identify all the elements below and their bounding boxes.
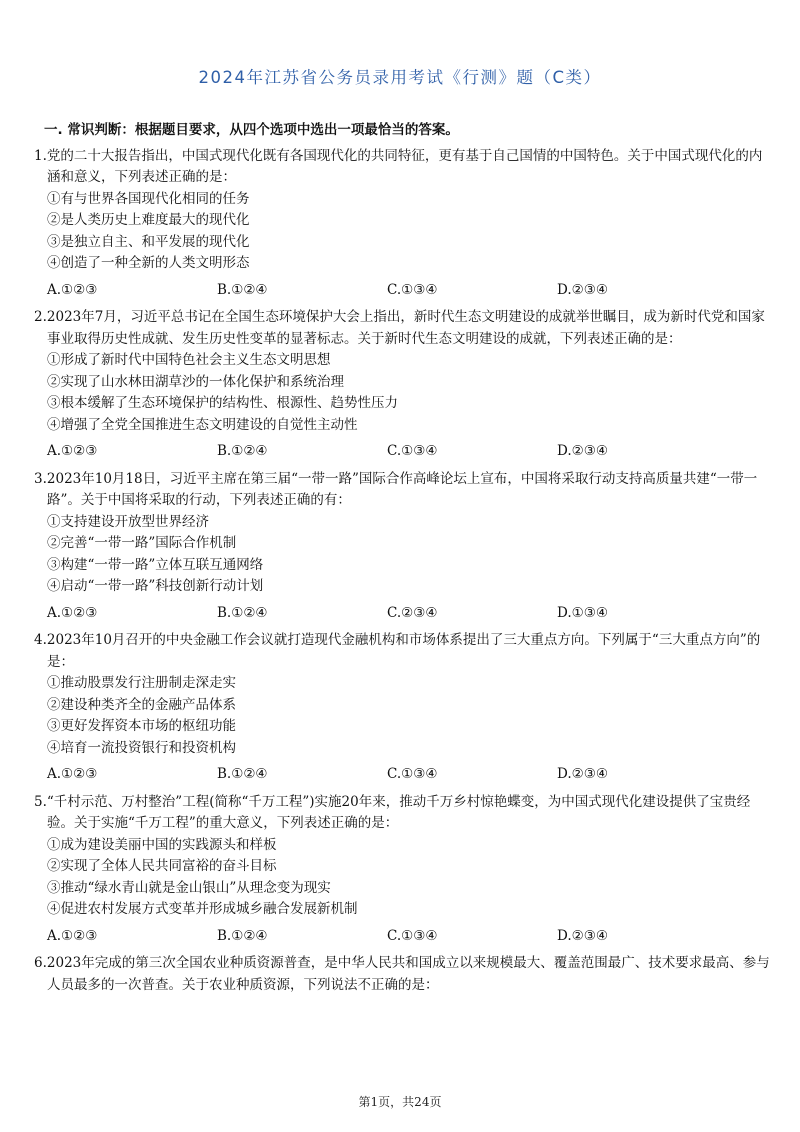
statement-item: ①推动股票发行注册制走深走实 — [47, 675, 236, 691]
statement-item: ②是人类历史上难度最大的现代化 — [47, 212, 250, 228]
answer-option-c[interactable]: C.①③④ — [387, 927, 438, 944]
question-text: 党的二十大报告指出，中国式现代化既有各国现代化的共同特征，更有基于自己国情的中国特色。关于中国式现代化的内涵和意义，下列表述正确的是： — [46, 147, 763, 185]
answer-option-a[interactable]: A.①②③ — [47, 443, 98, 459]
question-stem — [34, 307, 774, 350]
answer-option-c[interactable]: C.①③④ — [387, 281, 438, 298]
statement-item: ④创造了一种全新的人类文明形态 — [47, 255, 250, 271]
answer-option-d[interactable]: D.②③④ — [557, 766, 608, 782]
answer-option-c[interactable]: C.②③④ — [387, 604, 438, 621]
question-6 — [34, 953, 774, 996]
statement-item: ①有与世界各国现代化相同的任务 — [47, 190, 250, 207]
question-stem — [34, 146, 774, 189]
answer-option-a[interactable]: A.①②③ — [47, 766, 98, 782]
question-number: 4. — [34, 632, 47, 648]
question-number: 1. — [34, 147, 47, 164]
answer-option-a[interactable]: A.①②③ — [47, 281, 98, 298]
statement-item: ③推动“绿水青山就是金山银山”从理念变为现实 — [47, 879, 331, 896]
question-stem — [34, 953, 774, 996]
answer-option-b[interactable]: B.①②④ — [217, 927, 268, 944]
answer-option-c[interactable]: C.①③④ — [387, 766, 438, 782]
answer-options — [34, 280, 774, 302]
question-text: “千村示范、万村整治”工程(简称“千万工程”)实施20年来，推动千万乡村惊艳蝶变，为中国式现代化建设提供了宝贵经验。关于实施“千万工程”的重大意义，下列表述正确的是： — [46, 793, 751, 831]
answer-option-d[interactable]: D.②③④ — [557, 281, 608, 298]
page-title: 2024年江苏省公务员录用考试《行测》题（C类） — [198, 68, 602, 87]
answer-option-a[interactable]: A.①②③ — [47, 604, 98, 621]
answer-option-b[interactable]: B.①②④ — [217, 281, 268, 298]
question-1 — [34, 146, 774, 302]
question-number: 2. — [34, 309, 47, 325]
statement-item: ③构建“一带一路”立体互联互通网络 — [47, 556, 264, 573]
question-2 — [34, 307, 774, 463]
question-number: 5. — [34, 793, 47, 810]
question-stem — [34, 630, 774, 673]
question-4 — [34, 630, 774, 786]
statement-item: ②实现了山水林田湖草沙的一体化保护和系统治理 — [47, 373, 344, 390]
statement-item: ②完善“一带一路”国际合作机制 — [47, 535, 237, 551]
question-3 — [34, 469, 774, 625]
question-text: 2023年10月18日，习近平主席在第三届“一带一路”国际合作高峰论坛上宣布，中国将采取行动支持高质量共建“一带一路”。关于中国将采取的行动，下列表述正确的有： — [46, 470, 758, 508]
statement-item: ②实现了全体人民共同富裕的奋斗目标 — [47, 858, 277, 874]
question-number: 3. — [34, 470, 47, 487]
answer-option-c[interactable]: C.①③④ — [387, 443, 438, 459]
answer-options — [34, 603, 774, 625]
answer-options — [34, 441, 774, 463]
answer-option-d[interactable]: D.①③④ — [557, 604, 608, 621]
question-stem — [34, 792, 774, 835]
statement-item: ②建设种类齐全的金融产品体系 — [47, 696, 236, 713]
statement-item: ③更好发挥资本市场的枢纽功能 — [47, 718, 236, 734]
question-stem — [34, 469, 774, 512]
answer-option-b[interactable]: B.①②④ — [217, 766, 268, 782]
exam-content — [34, 120, 774, 996]
statement-item: ①形成了新时代中国特色社会主义生态文明思想 — [47, 352, 331, 368]
answer-option-a[interactable]: A.①②③ — [47, 927, 98, 944]
question-text: 2023年完成的第三次全国农业种质资源普查，是中华人民共和国成立以来规模最大、覆盖范围最广、技术要求最高、参与人员最多的一次普查。关于农业种质资源，下列说法不正确的是： — [46, 955, 770, 993]
question-list — [34, 146, 774, 997]
statement-item: ④启动“一带一路”科技创新行动计划 — [47, 578, 264, 594]
answer-option-d[interactable]: D.②③④ — [557, 443, 608, 459]
statement-item: ④促进农村发展方式变革并形成城乡融合发展新机制 — [47, 901, 358, 917]
question-text: 2023年10月召开的中央金融工作会议就打造现代金融机构和市场体系提出了三大重点方向。下列属于“三大重点方向”的是： — [46, 632, 761, 670]
statement-item: ①支持建设开放型世界经济 — [47, 513, 209, 530]
statement-item: ④增强了全党全国推进生态文明建设的自觉性主动性 — [47, 416, 358, 433]
statement-item: ④培育一流投资银行和投资机构 — [47, 739, 236, 756]
answer-options — [34, 764, 774, 786]
question-number: 6. — [34, 955, 47, 971]
answer-option-b[interactable]: B.①②④ — [217, 604, 268, 621]
statement-item: ③是独立自主、和平发展的现代化 — [47, 233, 250, 250]
question-text: 2023年7月，习近平总书记在全国生态环境保护大会上指出，新时代生态文明建设的成就举世瞩目，成为新时代党和国家事业取得历史性成就、发生历史性变革的显著标志。关于新时代生态文明建设的成就，下列表述正确的是： — [46, 309, 765, 347]
statement-item: ①成为建设美丽中国的实践源头和样板 — [47, 836, 277, 853]
section-heading: 一. 常识判断：根据题目要求，从四个选项中选出一项最恰当的答案。 — [44, 122, 459, 138]
answer-options — [34, 926, 774, 948]
answer-option-b[interactable]: B.①②④ — [217, 443, 268, 459]
question-5 — [34, 792, 774, 948]
answer-option-d[interactable]: D.②③④ — [557, 927, 608, 944]
statement-item: ③根本缓解了生态环境保护的结构性、根源性、趋势性压力 — [47, 395, 398, 411]
page-footer: 第1页，共24页 — [358, 1095, 442, 1109]
